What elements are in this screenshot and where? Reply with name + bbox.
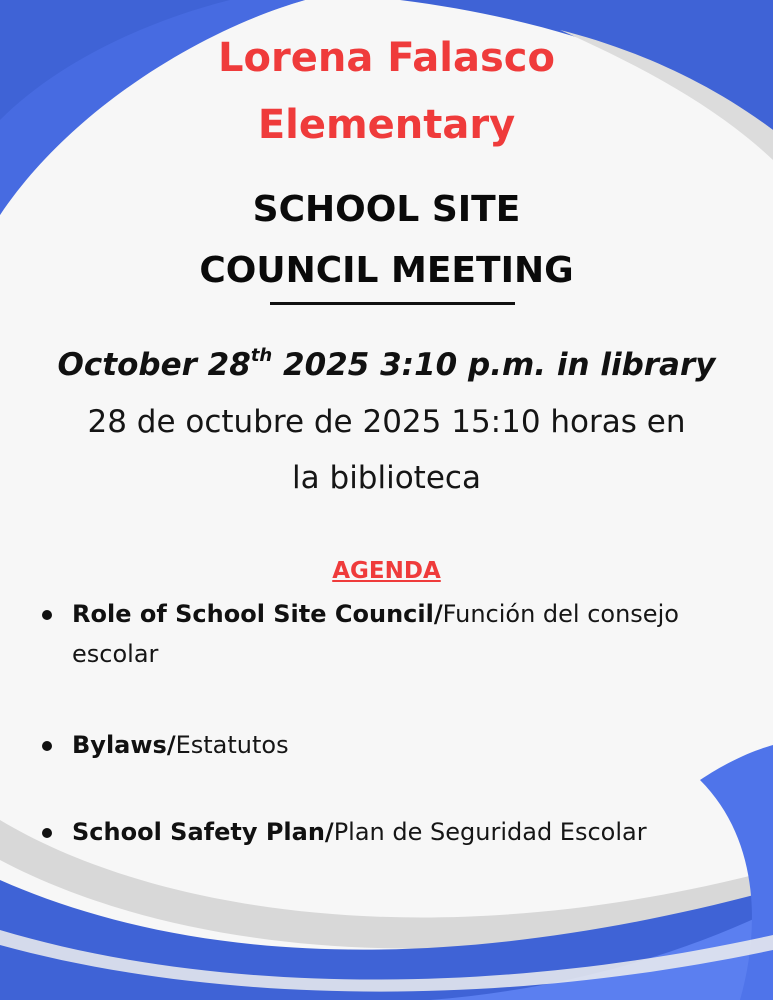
agenda-item-english: School Safety Plan/ bbox=[72, 818, 334, 846]
agenda-item-english: Role of School Site Council/ bbox=[72, 600, 443, 628]
date-month-day: October 28 bbox=[57, 347, 251, 383]
date-spanish-line2: la biblioteca bbox=[292, 460, 481, 496]
agenda-item-spanish: Estatutos bbox=[175, 731, 289, 759]
title-divider bbox=[270, 302, 515, 305]
date-time-location: 2025 3:10 p.m. in library bbox=[272, 347, 716, 383]
agenda-heading: AGENDA bbox=[332, 558, 441, 584]
date-spanish-line1: 28 de octubre de 2025 15:10 horas en bbox=[87, 404, 686, 440]
meeting-title-line2: COUNCIL MEETING bbox=[199, 250, 574, 291]
agenda-item-spanish: Plan de Seguridad Escolar bbox=[333, 818, 647, 846]
bullet-icon bbox=[42, 610, 52, 620]
meeting-title-line1: SCHOOL SITE bbox=[252, 189, 521, 230]
agenda-item bbox=[72, 594, 712, 674]
agenda-item bbox=[72, 725, 712, 765]
date-english bbox=[0, 343, 773, 387]
agenda-item bbox=[72, 812, 712, 852]
agenda-item-spanish: Función del consejo escolar bbox=[72, 600, 679, 668]
agenda-item-english: Bylaws/ bbox=[72, 731, 176, 759]
school-name-line1: Lorena Falasco bbox=[218, 35, 555, 81]
bullet-icon bbox=[42, 828, 52, 838]
bullet-icon bbox=[42, 741, 52, 751]
date-ordinal-suffix: th bbox=[250, 345, 273, 366]
school-name-line2: Elementary bbox=[257, 102, 516, 148]
